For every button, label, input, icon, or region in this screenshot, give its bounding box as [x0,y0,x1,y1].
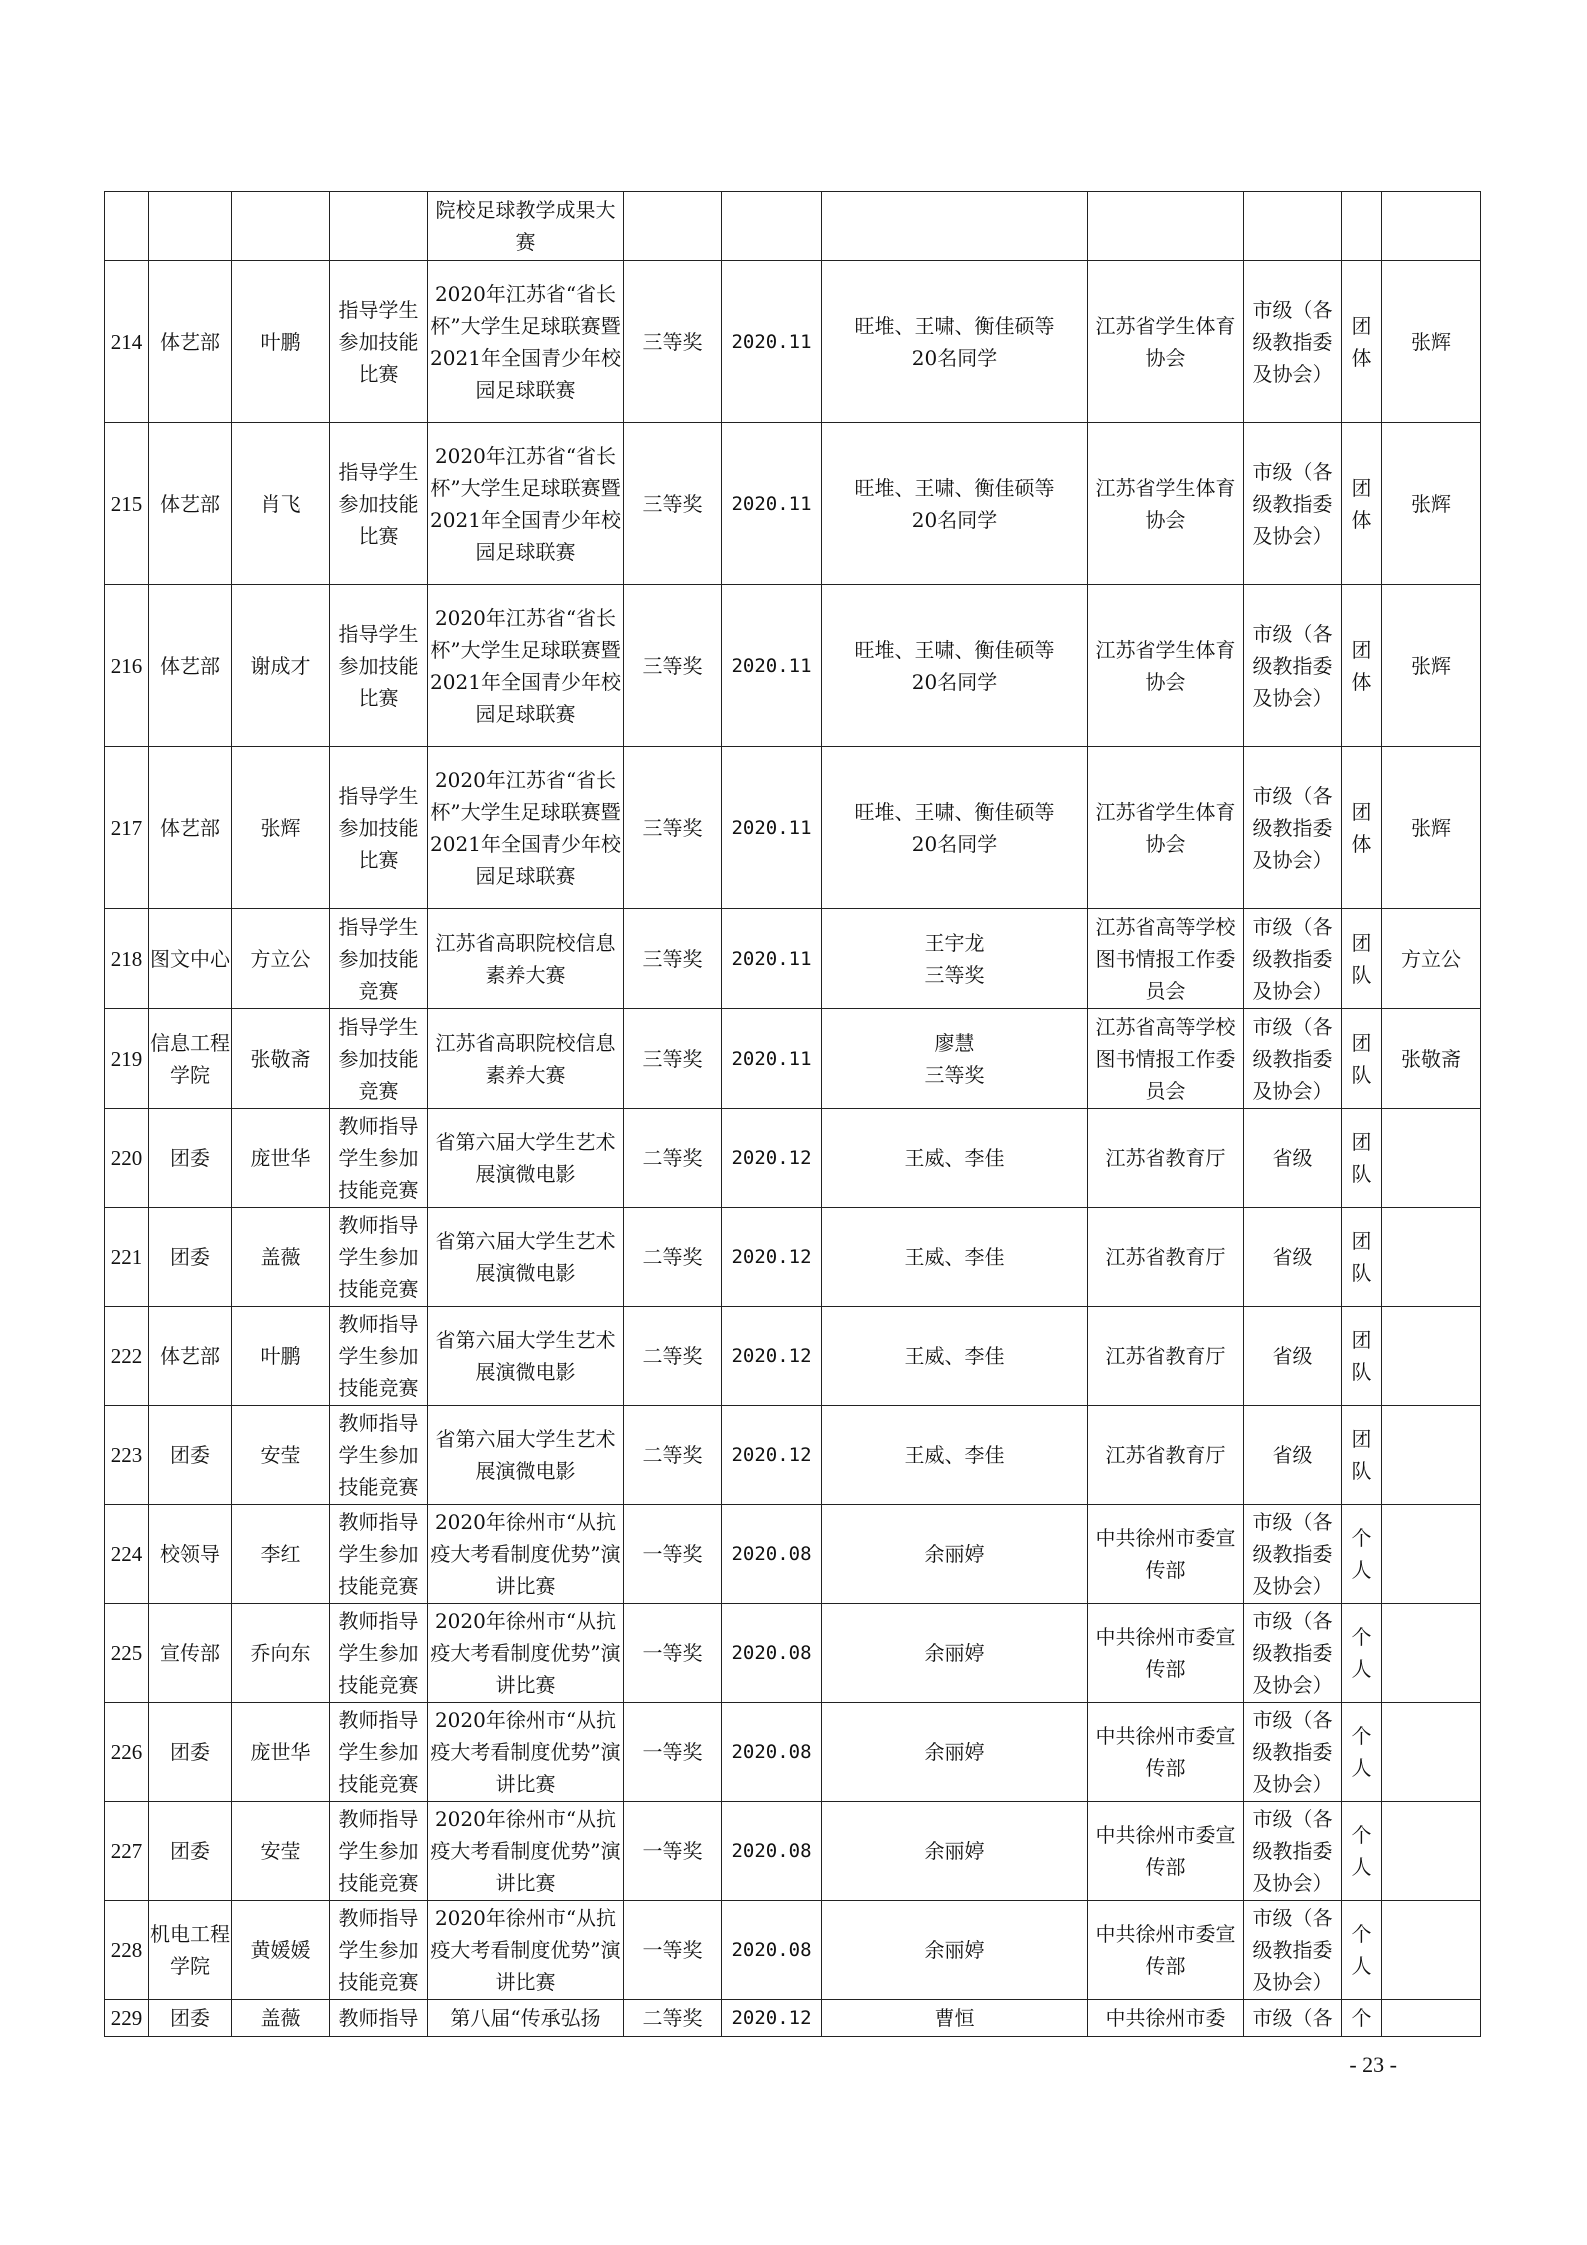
type-cell: 团队 [1342,1009,1382,1109]
contest-cell: 江苏省高职院校信息素养大赛 [428,909,624,1009]
date-cell: 2020.08 [722,1703,822,1802]
organizer-cell [1088,192,1244,261]
teacher-cell: 盖薇 [232,1208,330,1307]
students-cell: 旺堆、王啸、衡佳硕等 20名同学 [822,423,1088,585]
students-cell: 旺堆、王啸、衡佳硕等 20名同学 [822,747,1088,909]
level-cell: 市级（各级教指委及协会） [1244,1901,1342,2000]
row-number-cell: 227 [105,1802,149,1901]
department-cell: 校领导 [149,1505,232,1604]
level-cell: 市级（各级教指委及协会） [1244,1505,1342,1604]
table-row [105,1109,1481,1208]
award-cell: 一等奖 [624,1703,722,1802]
level-cell: 市级（各级教指委及协会） [1244,1604,1342,1703]
row-number-cell: 214 [105,261,149,423]
organizer-cell: 江苏省学生体育协会 [1088,423,1244,585]
students-cell: 余丽婷 [822,1802,1088,1901]
teacher-cell: 安莹 [232,1406,330,1505]
students-cell: 王威、李佳 [822,1109,1088,1208]
teacher-cell: 方立公 [232,909,330,1009]
teacher-cell: 叶鹏 [232,261,330,423]
organizer-cell: 江苏省学生体育协会 [1088,585,1244,747]
students-cell: 王宇龙 三等奖 [822,909,1088,1009]
row-number-cell: 221 [105,1208,149,1307]
note-cell: 张辉 [1382,585,1481,747]
row-number-cell: 219 [105,1009,149,1109]
note-cell: 张敬斋 [1382,1009,1481,1109]
department-cell: 机电工程学院 [149,1901,232,2000]
date-cell: 2020.08 [722,1505,822,1604]
table-row [105,1009,1481,1109]
contest-cell: 2020年江苏省“省长杯”大学生足球联赛暨2021年全国青少年校园足球联赛 [428,747,624,909]
table-row [105,1307,1481,1406]
students-cell: 余丽婷 [822,1901,1088,2000]
category-cell: 指导学生参加技能比赛 [330,261,428,423]
date-cell: 2020.11 [722,261,822,423]
level-cell: 市级（各级教指委及协会） [1244,1802,1342,1901]
department-cell: 体艺部 [149,747,232,909]
level-cell: 市级（各级教指委及协会） [1244,423,1342,585]
date-cell: 2020.11 [722,1009,822,1109]
note-cell [1382,1208,1481,1307]
awards-table [104,191,1481,2037]
level-cell: 市级（各级教指委及协会） [1244,261,1342,423]
type-cell: 个人 [1342,1901,1382,2000]
note-cell [1382,1505,1481,1604]
organizer-cell: 中共徐州市委宣传部 [1088,1604,1244,1703]
category-cell [330,192,428,261]
teacher-cell: 庞世华 [232,1109,330,1208]
students-cell: 余丽婷 [822,1604,1088,1703]
teacher-cell: 张辉 [232,747,330,909]
contest-cell: 2020年徐州市“从抗疫大考看制度优势”演讲比赛 [428,1703,624,1802]
category-cell: 教师指导学生参加技能竞赛 [330,1901,428,2000]
teacher-cell: 黄媛媛 [232,1901,330,2000]
date-cell: 2020.12 [722,1307,822,1406]
type-cell: 团队 [1342,1406,1382,1505]
level-cell [1244,192,1342,261]
date-cell [722,192,822,261]
category-cell: 教师指导学生参加技能竞赛 [330,1406,428,1505]
category-cell: 指导学生参加技能竞赛 [330,1009,428,1109]
department-cell: 团委 [149,1109,232,1208]
table-row [105,2000,1481,2037]
students-cell [822,192,1088,261]
category-cell: 教师指导学生参加技能竞赛 [330,1802,428,1901]
contest-cell: 省第六届大学生艺术展演微电影 [428,1307,624,1406]
organizer-cell: 江苏省教育厅 [1088,1109,1244,1208]
level-cell: 省级 [1244,1406,1342,1505]
contest-cell: 省第六届大学生艺术展演微电影 [428,1208,624,1307]
department-cell: 团委 [149,1208,232,1307]
type-cell: 个人 [1342,1802,1382,1901]
contest-cell: 2020年徐州市“从抗疫大考看制度优势”演讲比赛 [428,1505,624,1604]
department-cell: 体艺部 [149,1307,232,1406]
teacher-cell: 盖薇 [232,2000,330,2037]
awards-table-body [105,192,1481,2037]
table-row [105,909,1481,1009]
award-cell: 一等奖 [624,1901,722,2000]
category-cell: 教师指导学生参加技能竞赛 [330,1505,428,1604]
students-cell: 余丽婷 [822,1505,1088,1604]
contest-cell: 2020年江苏省“省长杯”大学生足球联赛暨2021年全国青少年校园足球联赛 [428,423,624,585]
teacher-cell: 谢成才 [232,585,330,747]
row-number-cell: 229 [105,2000,149,2037]
row-number-cell [105,192,149,261]
note-cell [1382,1901,1481,2000]
type-cell: 团体 [1342,747,1382,909]
level-cell: 省级 [1244,1109,1342,1208]
table-row [105,747,1481,909]
students-cell: 余丽婷 [822,1703,1088,1802]
level-cell: 省级 [1244,1208,1342,1307]
date-cell: 2020.12 [722,1406,822,1505]
organizer-cell: 中共徐州市委宣传部 [1088,1901,1244,2000]
teacher-cell: 叶鹏 [232,1307,330,1406]
note-cell [1382,1307,1481,1406]
type-cell: 团体 [1342,423,1382,585]
note-cell [1382,1109,1481,1208]
type-cell: 个人 [1342,1703,1382,1802]
note-cell: 方立公 [1382,909,1481,1009]
organizer-cell: 江苏省学生体育协会 [1088,747,1244,909]
department-cell [149,192,232,261]
teacher-cell: 张敬斋 [232,1009,330,1109]
row-number-cell: 218 [105,909,149,1009]
row-number-cell: 228 [105,1901,149,2000]
category-cell: 教师指导学生参加技能竞赛 [330,1604,428,1703]
award-cell: 二等奖 [624,1307,722,1406]
department-cell: 宣传部 [149,1604,232,1703]
note-cell: 张辉 [1382,747,1481,909]
teacher-cell [232,192,330,261]
department-cell: 团委 [149,2000,232,2037]
organizer-cell: 中共徐州市委宣传部 [1088,1505,1244,1604]
date-cell: 2020.11 [722,909,822,1009]
note-cell [1382,1703,1481,1802]
category-cell: 教师指导 [330,2000,428,2037]
table-row [105,1802,1481,1901]
teacher-cell: 肖飞 [232,423,330,585]
department-cell: 团委 [149,1802,232,1901]
level-cell: 市级（各级教指委及协会） [1244,747,1342,909]
contest-cell: 江苏省高职院校信息素养大赛 [428,1009,624,1109]
note-cell [1382,2000,1481,2037]
contest-cell: 省第六届大学生艺术展演微电影 [428,1406,624,1505]
date-cell: 2020.08 [722,1802,822,1901]
contest-cell: 院校足球教学成果大赛 [428,192,624,261]
award-cell: 三等奖 [624,261,722,423]
teacher-cell: 庞世华 [232,1703,330,1802]
date-cell: 2020.12 [722,2000,822,2037]
type-cell: 团体 [1342,261,1382,423]
date-cell: 2020.08 [722,1604,822,1703]
category-cell: 指导学生参加技能竞赛 [330,909,428,1009]
department-cell: 体艺部 [149,585,232,747]
award-cell: 一等奖 [624,1505,722,1604]
organizer-cell: 江苏省学生体育协会 [1088,261,1244,423]
teacher-cell: 李红 [232,1505,330,1604]
table-row [105,585,1481,747]
category-cell: 指导学生参加技能比赛 [330,585,428,747]
level-cell: 省级 [1244,1307,1342,1406]
date-cell: 2020.11 [722,747,822,909]
category-cell: 教师指导学生参加技能竞赛 [330,1109,428,1208]
organizer-cell: 江苏省教育厅 [1088,1307,1244,1406]
level-cell: 市级（各 [1244,2000,1342,2037]
organizer-cell: 江苏省高等学校图书情报工作委员会 [1088,909,1244,1009]
category-cell: 指导学生参加技能比赛 [330,423,428,585]
award-cell: 三等奖 [624,747,722,909]
level-cell: 市级（各级教指委及协会） [1244,1009,1342,1109]
type-cell: 团队 [1342,1307,1382,1406]
date-cell: 2020.11 [722,585,822,747]
date-cell: 2020.11 [722,423,822,585]
row-number-cell: 215 [105,423,149,585]
department-cell: 信息工程学院 [149,1009,232,1109]
award-cell: 三等奖 [624,585,722,747]
table-row [105,1901,1481,2000]
contest-cell: 2020年徐州市“从抗疫大考看制度优势”演讲比赛 [428,1901,624,2000]
students-cell: 曹恒 [822,2000,1088,2037]
contest-cell: 2020年江苏省“省长杯”大学生足球联赛暨2021年全国青少年校园足球联赛 [428,585,624,747]
students-cell: 王威、李佳 [822,1406,1088,1505]
level-cell: 市级（各级教指委及协会） [1244,1703,1342,1802]
table-row [105,1208,1481,1307]
students-cell: 王威、李佳 [822,1208,1088,1307]
contest-cell: 2020年徐州市“从抗疫大考看制度优势”演讲比赛 [428,1604,624,1703]
category-cell: 教师指导学生参加技能竞赛 [330,1307,428,1406]
contest-cell: 第八届“传承弘扬 [428,2000,624,2037]
award-cell: 二等奖 [624,2000,722,2037]
type-cell: 团队 [1342,1109,1382,1208]
date-cell: 2020.12 [722,1109,822,1208]
row-number-cell: 223 [105,1406,149,1505]
type-cell: 个 [1342,2000,1382,2037]
table-row [105,1703,1481,1802]
row-number-cell: 220 [105,1109,149,1208]
level-cell: 市级（各级教指委及协会） [1244,585,1342,747]
row-number-cell: 222 [105,1307,149,1406]
type-cell: 个人 [1342,1505,1382,1604]
note-cell [1382,192,1481,261]
type-cell [1342,192,1382,261]
award-cell: 三等奖 [624,909,722,1009]
type-cell: 团队 [1342,1208,1382,1307]
date-cell: 2020.08 [722,1901,822,2000]
category-cell: 教师指导学生参加技能竞赛 [330,1703,428,1802]
row-number-cell: 216 [105,585,149,747]
contest-cell: 省第六届大学生艺术展演微电影 [428,1109,624,1208]
organizer-cell: 中共徐州市委宣传部 [1088,1802,1244,1901]
organizer-cell: 江苏省教育厅 [1088,1208,1244,1307]
award-cell: 一等奖 [624,1802,722,1901]
type-cell: 团队 [1342,909,1382,1009]
organizer-cell: 中共徐州市委宣传部 [1088,1703,1244,1802]
table-row [105,1604,1481,1703]
table-row [105,192,1481,261]
award-cell: 二等奖 [624,1208,722,1307]
table-row [105,1505,1481,1604]
award-cell [624,192,722,261]
department-cell: 体艺部 [149,423,232,585]
note-cell [1382,1406,1481,1505]
students-cell: 旺堆、王啸、衡佳硕等 20名同学 [822,585,1088,747]
level-cell: 市级（各级教指委及协会） [1244,909,1342,1009]
note-cell [1382,1802,1481,1901]
teacher-cell: 安莹 [232,1802,330,1901]
award-cell: 二等奖 [624,1406,722,1505]
row-number-cell: 225 [105,1604,149,1703]
date-cell: 2020.12 [722,1208,822,1307]
table-row [105,423,1481,585]
note-cell: 张辉 [1382,261,1481,423]
type-cell: 个人 [1342,1604,1382,1703]
organizer-cell: 江苏省高等学校图书情报工作委员会 [1088,1009,1244,1109]
students-cell: 旺堆、王啸、衡佳硕等 20名同学 [822,261,1088,423]
contest-cell: 2020年徐州市“从抗疫大考看制度优势”演讲比赛 [428,1802,624,1901]
contest-cell: 2020年江苏省“省长杯”大学生足球联赛暨2021年全国青少年校园足球联赛 [428,261,624,423]
department-cell: 团委 [149,1406,232,1505]
organizer-cell: 江苏省教育厅 [1088,1406,1244,1505]
row-number-cell: 217 [105,747,149,909]
row-number-cell: 226 [105,1703,149,1802]
award-cell: 三等奖 [624,1009,722,1109]
students-cell: 王威、李佳 [822,1307,1088,1406]
award-cell: 三等奖 [624,423,722,585]
note-cell: 张辉 [1382,423,1481,585]
award-cell: 一等奖 [624,1604,722,1703]
note-cell [1382,1604,1481,1703]
category-cell: 指导学生参加技能比赛 [330,747,428,909]
row-number-cell: 224 [105,1505,149,1604]
table-row [105,1406,1481,1505]
page-number: - 23 - [1349,2052,1397,2077]
table-row [105,261,1481,423]
category-cell: 教师指导学生参加技能竞赛 [330,1208,428,1307]
students-cell: 廖慧 三等奖 [822,1009,1088,1109]
department-cell: 图文中心 [149,909,232,1009]
award-cell: 二等奖 [624,1109,722,1208]
department-cell: 团委 [149,1703,232,1802]
teacher-cell: 乔向东 [232,1604,330,1703]
type-cell: 团体 [1342,585,1382,747]
department-cell: 体艺部 [149,261,232,423]
organizer-cell: 中共徐州市委 [1088,2000,1244,2037]
